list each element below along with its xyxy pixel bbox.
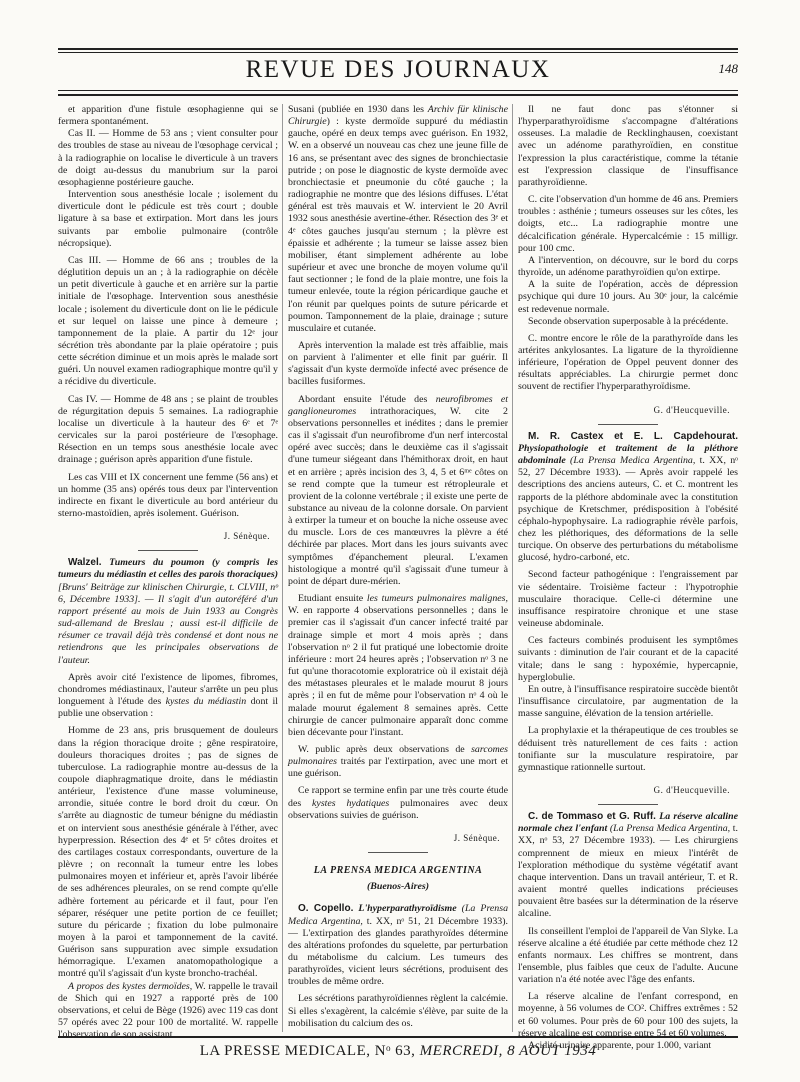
paragraph: Cas IV. — Homme de 48 ans ; se plaint de troubles de régurgitation depuis 5 semaines. La radiographie localise un diverticule à la hauteur des 6ᵉ et 7ᵉ cervicales sur la paroi postérieure de l'œsophage. Résection en un temps sous anesthésie locale avec drainage ; guérison après apparition d'une fistule. bbox=[58, 393, 278, 466]
article-author: Walzel. bbox=[68, 557, 102, 569]
paragraph: Homme de 23 ans, pris brusquement de douleurs dans la région thoracique droite ; gêne respiratoire, douleurs thoraciques droites ; pas de signes de tuberculose. La radiographie montre au-dessus de la coupole diaphragmatique droite, dans le médiastin antérieur, l'existence d'une masse volumineuse, arrondie, située contre le bord droit du cœur. On s'arrête au diagnostic de tumeur bénigne du médiastin et on intervient sous anesthésie générale à l'éther, avec hyperpression. Résection des 4ᵉ et 5ᵉ côtes droites et des cartilages costaux correspondants, ouverture de la plèvre ; on reconnaît la tumeur entre les lobes pulmonaires moyen et inférieur et, après l'avoir libérée de ses adhérences pleurales, on se rend compte qu'elle adhère fortement au péricarde et il faut, pour l'en séparer, réséquer une petite portion de ce feuillet; suture du péricarde ; fixation du lobe pulmonaire moyen à la paroi et tamponnement de la cavité. Guérison sans suppuration avec simple exsudation hémorragique. L'examen anatomopathologique a montré qu'il s'agissait d'un kyste broncho-trachéal. bbox=[58, 725, 278, 980]
article-author: C. de Tommaso et G. Ruff. bbox=[528, 811, 656, 823]
top-rule-outer bbox=[58, 48, 738, 50]
article-title: L'hyperparathyroïdisme bbox=[358, 903, 457, 915]
article-author: M. R. Castex et E. L. Capdehourat. bbox=[528, 430, 738, 442]
section-separator bbox=[368, 852, 428, 853]
page-header bbox=[58, 52, 738, 88]
paragraph: Ces facteurs combinés produisent les symptômes suivants : diminution de l'air courant et de la capacité vitale; dans le sang : hypoxémie, hypercapnie, hyperglobulie. bbox=[518, 635, 738, 683]
footer-date: MERCREDI, 8 AOUT 1934 bbox=[419, 1043, 597, 1059]
article-source: (La Prensa Medica Argentina, bbox=[288, 903, 509, 927]
paragraph: Cas II. — Homme de 53 ans ; vient consulter pour des troubles de stase au niveau de l'œsophage cervical ; à la radiographie on localise le diverticule à un travers de doigt au-dessus du manubrium sur la paroi œsophagienne postérieure gauche. bbox=[58, 128, 278, 188]
paragraph: Susani (publiée en 1930 dans les Archiv für klinische Chirurgie) : kyste dermoïde suppuré du médiastin gauche, opéré en deux temps avec guérison. En 1932, W. en a observé un nouveau cas chez une jeune fille de 16 ans, se présentant avec des signes de bronchiectasie putride ; on pose le diagnostic de kyste dermoïde avec bronchiectasie et pneumonie du côté gauche ; la radiographie ne montre que des lésions diffuses. L'état général est très mauvais et W. intervient le 20 Avril 1932 sous anesthésie avertine-éther. Résection des 3ᵉ et 4ᵉ côtes gauches jusqu'au sternum ; la plèvre est épaissie et adhérente ; la tumeur se laisse assez bien mobiliser, étant simplement adhérente au lobe supérieur et avec une bronche de moyen volume qu'il faut sectionner ; le fond de la plaie montre, une fois la tumeur enlevée, toute la région péricardique gauche et l'on réunit par quelques points de suture péricarde et poumon. Tamponnement de la plaie, drainage ; suture musculaire et cutanée. bbox=[288, 104, 509, 334]
paragraph: La réserve alcaline de l'enfant correspond, en moyenne, à 56 volumes de CO². Chiffres extrêmes : 52 et 60 volumes. Pour près de 60 pour 100 des sujets, la réserve alcaline est comprise entre 54 et 60 volumes. bbox=[518, 991, 738, 1039]
footer-rule bbox=[58, 1036, 738, 1038]
article-source: [Bruns' Beiträge zur klinischen Chirurgie, t. CLVIII, nᵒ 6, Décembre 1933]. — Il s'agit d'un autoréféré d'un rapport présenté au mois de Juin 1933 au Congrès sud-allemand de Breslau ; aussi est-il difficile de résumer ce travail déjà très condensé et dont nous ne retiendrons que les principales observations de l'auteur. bbox=[58, 581, 278, 666]
signature: J. Sénèque. bbox=[223, 531, 270, 542]
article-title: Physiopathologie et traitement de la pléthore abdominale bbox=[518, 442, 738, 467]
paragraph: Cas III. — Homme de 66 ans ; troubles de la déglutition depuis un an ; à la radiographie on décèle un petit diverticule à gauche et en arrière sur la partie initiale de l'œsophage. Intervention sous anesthésie locale ; isolement du diverticule dont on lie le pédicule et sur lequel on laisse une pince à demeure ; tamponnement de la plaie. A partir du 12ᵉ jour sécrétion très abondante par la plaie opératoire ; puis cette sécrétion diminue et un mois après le malade sort guéri. Un nouvel examen radiographique montre qu'il y a récidive du diverticule. bbox=[58, 254, 278, 388]
paragraph: Après avoir cité l'existence de lipomes, fibromes, chondromes médiastinaux, l'auteur s'arrête un peu plus longuement à l'étude des kystes du médiastin dont il publie une observation : bbox=[58, 671, 279, 720]
paragraph: Second facteur pathogénique : l'engraissement par vie sédentaire. Troisième facteur : l'hypotrophie musculaire thoracique. Celle-ci détermine une insuffisance respiratoire chronique et une stase veineuse abdominale. bbox=[518, 569, 738, 630]
running-title: REVUE DES JOURNAUX bbox=[245, 56, 551, 83]
paragraph: Après intervention la malade est très affaiblie, mais on parvient à l'alimenter et elle finit par guérir. Il s'agissait d'un kyste dermoïde infecté avec présence de bacilles fusiformes. bbox=[288, 339, 508, 388]
paragraph: C. montre encore le rôle de la parathyroïde dans les artérites ankylosantes. La ligature de la thyroïdienne inférieure, l'opération de Oppel peuvent donner des résultats appréciables. La chirurgie permet donc souvent de rectifier l'hyperparathyroïdisme. bbox=[518, 332, 738, 393]
paragraph: Abordant ensuite l'étude des neurofibromes et ganglioneuromes intrathoraciques, W. cite 2 observations personnelles et inédites ; dans le premier cas il s'agissait d'un neurofibrome d'un nerf intercostal opéré avec succès; dans le deuxième cas il s'agissait d'une tumeur siégeant dans l'hémithorax droit, en haut et en arrière ; après incision des 3, 4, 5 et 6ᵐᵉ côtes on se rend compte que la tumeur est rétropleurale et provient de la colonne vertébrale ; il existe une perte de substance au niveau de la colonne dorsale. On parvient à extirper la tumeur et on bouche la niche osseuse avec du muscle. Lors de ces manœuvres la plèvre a été déchirée par places. Mort dans les jours suivants avec symptômes d'épanchement pleural. L'examen histologique a montré qu'il s'agissait d'une tumeur à point de départ dure-mérien. bbox=[288, 393, 509, 587]
paragraph: W. public après deux observations de sarcomes pulmonaires traités par l'extirpation, avec une mort et une guérison. bbox=[288, 743, 508, 780]
paragraph: et apparition d'une fistule œsophagienne qui se fermera spontanément. bbox=[58, 104, 278, 128]
paragraph: A propos des kystes dermoïdes, W. rappelle le travail de Shich qui en 1927 a rapporté près de 100 observations, et celui de Bège (1926) avec 119 cas dont 57 opérés avec 22 pour 100 de mortalité. W. rappelle l'observation de son assistant bbox=[58, 980, 278, 1041]
paragraph: C. cite l'observation d'un homme de 46 ans. Premiers troubles : asthénie ; tumeurs osseuses sur les côtes, les doigts, etc... La radiographie montre une décalcification générale. Hypercalcémie : 15 milligr. pour 100 cmc. bbox=[518, 194, 738, 254]
paragraph: Ce rapport se termine enfin par une très courte étude des kystes hydatiques pulmonaires avec deux observations suivies de guérison. bbox=[288, 785, 508, 821]
signature: J. Sénèque. bbox=[453, 832, 500, 843]
paragraph: A l'intervention, on découvre, sur le bord du corps thyroïde, un adénome parathyroïdien qu'on extirpe. bbox=[518, 254, 738, 279]
column-2 bbox=[288, 104, 508, 1034]
column-divider-right bbox=[512, 104, 513, 1032]
column-divider-left bbox=[282, 104, 283, 1032]
article-separator bbox=[598, 804, 658, 805]
signature: G. d'Heucqueville. bbox=[653, 784, 730, 795]
page-number: 148 bbox=[718, 61, 738, 76]
paragraph: Les cas VIII et IX concernent une femme (56 ans) et un homme (35 ans) opérés tous deux par l'intervention indirecte en fixant le diverticule au bord antérieur du sterno-mastoïdien, après isolement. Guérison. bbox=[58, 471, 278, 519]
column-1 bbox=[58, 104, 279, 1041]
article-separator bbox=[598, 424, 658, 425]
footer-journal: LA PRESSE MEDICALE, Nᵒ 63, bbox=[199, 1043, 416, 1059]
header-rule-outer bbox=[58, 94, 738, 96]
article-separator bbox=[138, 550, 198, 551]
article-title: Tumeurs du poumon (y compris les tumeurs du médiastin et celles des parois thoraciques) bbox=[58, 557, 278, 581]
signature: G. d'Heucqueville. bbox=[653, 404, 730, 415]
article-copello: O. Copello. L'hyperparathyroïdisme (La Prensa Medica Argentina, t. XX, nᵒ 51, 21 Décembre 1933). — L'extirpation des glandes parathyroïdes détermine des altérations profondes du squelette, par perturbation du métabolisme du calcium. Les tumeurs des parathyroïdes, vicient leurs sécrétions, produisent des troubles de même ordre. bbox=[288, 903, 509, 988]
paragraph: La prophylaxie et la thérapeutique de ces troubles se déduisent très naturellement de ces faits : action tonifiante sur la musculature respiratoire, par gymnastique rationnelle surtout. bbox=[518, 725, 738, 773]
paragraph: Seconde observation superposable à la précédente. bbox=[528, 315, 729, 327]
column-3 bbox=[518, 104, 739, 1051]
article-author: O. Copello. bbox=[298, 903, 354, 915]
paragraph: Les sécrétions parathyroïdiennes règlent la calcémie. Si elles s'exagèrent, la calcémie s'élève, par suite de la mobilisation du calcium des os. bbox=[288, 993, 508, 1029]
paragraph: Intervention sous anesthésie locale ; isolement du diverticule dont le pédicule est très court ; double ligature à sa base et extirpation. Mort dans les jours suivants par embolie pulmonaire (contrôle nécropsique). bbox=[58, 189, 278, 249]
paragraph: Etudiant ensuite les tumeurs pulmonaires malignes, W. en rapporte 4 observations personnelles ; dans le premier cas il s'agissait d'un cancer infecté traité par drainage simple et mort 4 mois après ; dans l'observation nᵒ 2 il fut pratiqué une lobectomie droite inférieure : mort 24 heures après ; l'observation nᵒ 3 ne fut qu'une thoracotomie exploratrice où il existait déjà des métastases pleurales et le malade mourut 8 jours après ; il en fut de même pour l'observation nᵒ 4 où le malade mourut également 8 semaines après. Cette chirurgie de cancer pulmonaire apparaît donc comme bien décevante pour l'instant. bbox=[288, 593, 508, 738]
paragraph: Il ne faut donc pas s'étonner si l'hyperparathyroïdisme s'accompagne d'altérations osseuses. La maladie de Recklinghausen, coexistant avec un adénome parathyroïdien, en constitue l'expression la plus caractéristique, comme la tétanie est l'expression classique de l'insuffisance parathyroïdienne. bbox=[518, 104, 738, 188]
page-footer bbox=[58, 1043, 738, 1065]
paragraph: Ils conseillent l'emploi de l'appareil de Van Slyke. La réserve alcaline a été étudiée par cette méthode chez 12 enfants normaux. Les chiffres se montrent, dans l'ensemble, plus faibles que ceux de l'adulte. Aucune variation n'a été notée avec l'âge des enfants. bbox=[518, 925, 738, 986]
article-source: (La Prensa Medica Argentina, bbox=[609, 823, 731, 835]
article-tommaso: C. de Tommaso et G. Ruff. La réserve alcaline normale chez l'enfant (La Prensa Medica Argentina, t. XX, nᵒ 53, 27 Décembre 1933). — Les chirurgiens comprennent de mieux en mieux l'intérêt de l'exploration méthodique du système végétatif avant chaque intervention. Dans un travail antérieur, T. et R. avaient montré quelles indications précieuses pouvaient être basées sur la détermination de la réserve alcaline. bbox=[518, 811, 739, 920]
paragraph: A la suite de l'opération, accès de dépression psychique qui dure 10 jours. Au 30ᵉ jour, la calcémie est redevenue normale. bbox=[518, 279, 738, 315]
article-title: La réserve alcaline normale chez l'enfant bbox=[518, 811, 738, 835]
section-title: LA PRENSA MEDICA ARGENTINA bbox=[313, 865, 483, 877]
article-castex: M. R. Castex et E. L. Capdehourat. Physiopathologie et traitement de la pléthore abdominale (La Prensa Medica Argentina, t. XX, nᵒ 52, 27 Décembre 1933). — Après avoir rappelé les descriptions des anciens auteurs, C. et C. montrent les rapports de la pléthore abdominale avec la constitution psychique de Kretschmer, prédisposition à l'obésité céphalo-hypophysaire. La radiographie révèle parfois, chez les pléthoriques, des déformations de la selle turcique. On observe des perturbations du métabolisme glucosé, hydro-carboné, etc. bbox=[518, 430, 739, 564]
section-subtitle: (Buenos-Aires) bbox=[367, 881, 429, 893]
header-rule-inner bbox=[58, 90, 738, 91]
paragraph: En outre, à l'insuffisance respiratoire succède bientôt l'insuffisance circulatoire, par augmentation de la masse sanguine, élévation de la tension artérielle. bbox=[518, 683, 738, 720]
paragraph: Acidité urinaire apparente, pour 1.000, variant bbox=[528, 1039, 712, 1051]
article-source: (La Prensa Medica Argentina, bbox=[570, 455, 696, 467]
article-walzel bbox=[58, 557, 278, 666]
